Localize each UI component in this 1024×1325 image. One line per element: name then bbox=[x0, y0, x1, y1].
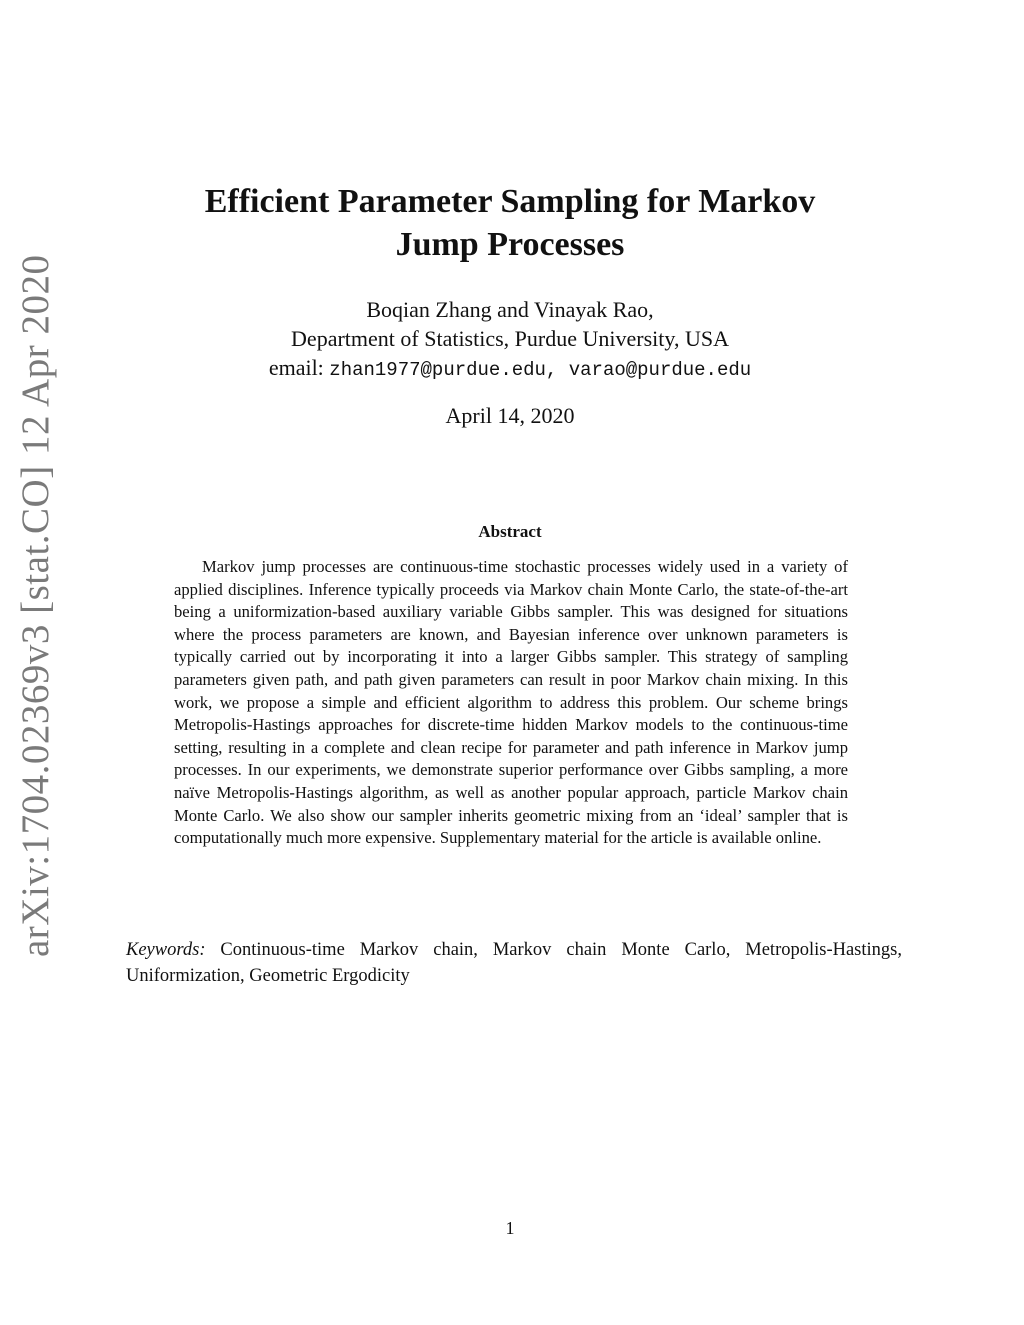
paper-title bbox=[100, 180, 920, 266]
page-number: 1 bbox=[505, 1218, 515, 1238]
email-addresses: zhan1977@purdue.edu, varao@purdue.edu bbox=[329, 359, 752, 381]
affiliation: Department of Statistics, Purdue University, USA bbox=[291, 326, 729, 351]
abstract-text: Markov jump processes are continuous-time stochastic processes widely used in a variety of applied disciplines. Inference typically proceeds via Markov chain Monte Carlo, the state-of-the-art being a uniformization-based auxiliary variable Gibbs sampler. This was designed for situations where the process parameters are known, and Bayesian inference over unknown parameters is typically carried out by incorporating it into a larger Gibbs sampler. This strategy of sampling parameters given path, and path given parameters can result in poor Markov chain mixing. In this work, we propose a simple and efficient algorithm to address this problem. Our scheme brings Metropolis-Hastings approaches for discrete-time hidden Markov models to the continuous-time setting, resulting in a complete and clean recipe for parameter and path inference in Markov jump processes. In our experiments, we demonstrate superior performance over Gibbs sampling, a more naïve Metropolis-Hastings algorithm, as well as another popular approach, particle Markov chain Monte Carlo. We also show our sampler inherits geometric mixing from an ‘ideal’ sampler that is computationally much more expensive. Supplementary material for the article is available online. bbox=[174, 557, 848, 848]
title-line-1: Efficient Parameter Sampling for Markov bbox=[204, 183, 816, 220]
keywords bbox=[126, 937, 902, 989]
paper-date: April 14, 2020 bbox=[445, 403, 575, 428]
arxiv-identifier: arXiv:1704.02369v3 [stat.CO] 12 Apr 2020 bbox=[14, 254, 57, 957]
abstract-heading: Abstract bbox=[478, 522, 542, 541]
email-label: email: bbox=[268, 355, 330, 380]
title-line-2: Jump Processes bbox=[395, 226, 625, 263]
author-block bbox=[100, 295, 920, 385]
keywords-label: Keywords: bbox=[126, 940, 206, 960]
author-names: Boqian Zhang and Vinayak Rao, bbox=[366, 297, 654, 322]
email-line bbox=[100, 353, 920, 385]
keywords-list: Continuous-time Markov chain, Markov chain Monte Carlo, Metropolis-Hastings, Uniformization, Geometric Ergodicity bbox=[126, 940, 902, 986]
